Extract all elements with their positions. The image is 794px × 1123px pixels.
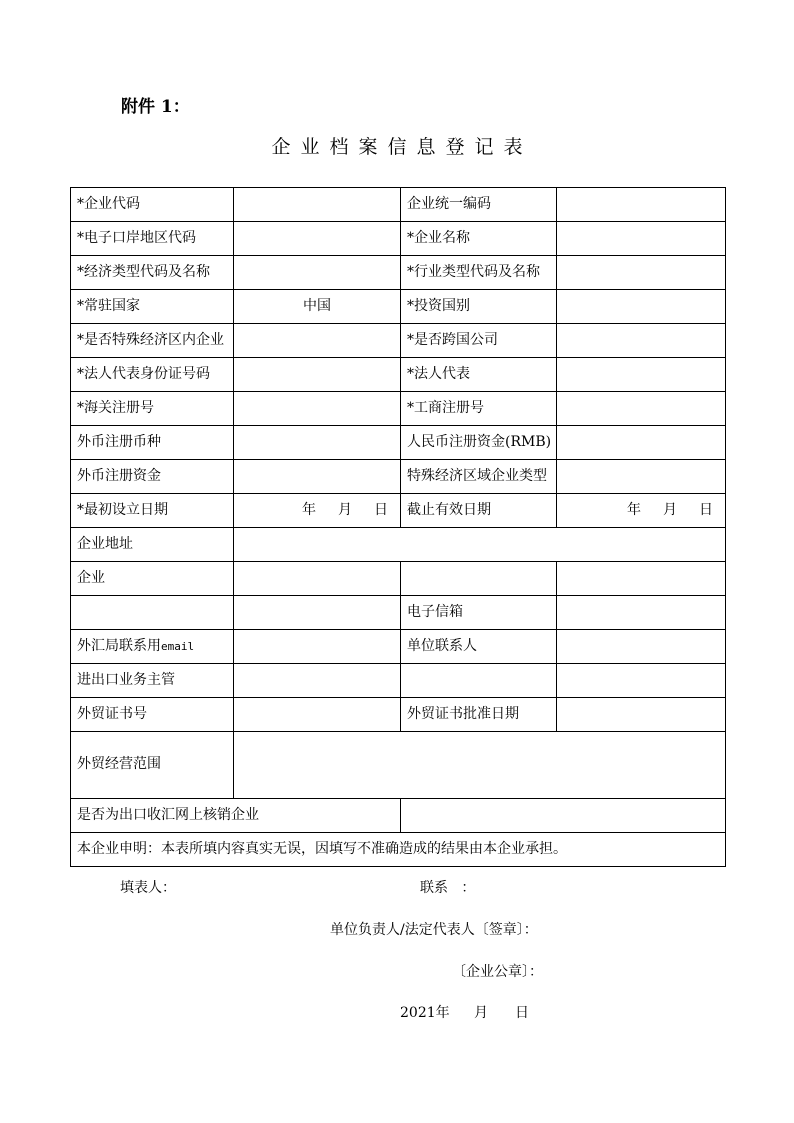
signer-label: 单位负责人/法定代表人〔签章〕： bbox=[330, 922, 538, 938]
label-safe-contact-text: 外汇局联系用 bbox=[77, 637, 161, 654]
input-investment-country[interactable] bbox=[557, 290, 726, 324]
input-enterprise-b[interactable] bbox=[401, 562, 557, 596]
table-row bbox=[71, 596, 726, 630]
input-customs-reg-no[interactable] bbox=[234, 392, 401, 426]
attachment-label: 附件 1： bbox=[121, 97, 190, 117]
input-enterprise-unified-code[interactable] bbox=[557, 188, 726, 222]
sign-year: 2021年 bbox=[400, 1005, 450, 1021]
input-enterprise-code[interactable] bbox=[234, 188, 401, 222]
label-enterprise-name: *企业名称 bbox=[401, 222, 557, 256]
label-port-region-code: *电子口岸地区代码 bbox=[71, 222, 234, 256]
input-establish-date[interactable] bbox=[234, 494, 401, 528]
blank-cell[interactable] bbox=[71, 596, 234, 630]
label-email: 电子信箱 bbox=[401, 596, 557, 630]
input-special-zone[interactable] bbox=[234, 324, 401, 358]
registration-form-table bbox=[70, 187, 726, 867]
seal-label: 〔企业公章〕： bbox=[452, 964, 543, 980]
label-enterprise-code: *企业代码 bbox=[71, 188, 234, 222]
label-multinational: *是否跨国公司 bbox=[401, 324, 557, 358]
input-enterprise-c[interactable] bbox=[557, 562, 726, 596]
input-enterprise-address[interactable] bbox=[234, 528, 726, 562]
input-business-reg-no[interactable] bbox=[557, 392, 726, 426]
label-foreign-capital: 外币注册资金 bbox=[71, 460, 234, 494]
table-row bbox=[71, 833, 726, 867]
label-rmb-capital: 人民币注册资金(RMB) bbox=[401, 426, 557, 460]
input-trade-scope[interactable] bbox=[234, 732, 726, 799]
input-trade-cert-no[interactable] bbox=[234, 698, 401, 732]
blank-cell[interactable] bbox=[234, 596, 401, 630]
label-trade-scope: 外贸经营范围 bbox=[71, 732, 234, 799]
table-row bbox=[71, 460, 726, 494]
year-label: 年 bbox=[627, 501, 641, 518]
label-online-verification: 是否为出口收汇网上核销企业 bbox=[71, 799, 401, 833]
day-label: 日 bbox=[699, 501, 713, 518]
table-row bbox=[71, 222, 726, 256]
label-enterprise: 企业 bbox=[71, 562, 234, 596]
table-row bbox=[71, 426, 726, 460]
input-enterprise-name[interactable] bbox=[557, 222, 726, 256]
input-industry-type[interactable] bbox=[557, 256, 726, 290]
label-customs-reg-no: *海关注册号 bbox=[71, 392, 234, 426]
label-unit-contact: 单位联系人 bbox=[401, 630, 557, 664]
input-resident-country[interactable]: 中国 bbox=[234, 290, 401, 324]
table-row bbox=[71, 664, 726, 698]
table-row bbox=[71, 392, 726, 426]
input-safe-contact-email[interactable] bbox=[234, 630, 401, 664]
day-label: 日 bbox=[374, 501, 388, 518]
blank-cell[interactable] bbox=[401, 664, 557, 698]
input-economic-type[interactable] bbox=[234, 256, 401, 290]
label-legal-rep-id: *法人代表身份证号码 bbox=[71, 358, 234, 392]
input-foreign-currency[interactable] bbox=[234, 426, 401, 460]
table-row bbox=[71, 256, 726, 290]
input-multinational[interactable] bbox=[557, 324, 726, 358]
label-enterprise-address: 企业地址 bbox=[71, 528, 234, 562]
input-legal-rep-id[interactable] bbox=[234, 358, 401, 392]
table-row bbox=[71, 698, 726, 732]
input-expiry-date[interactable] bbox=[557, 494, 726, 528]
label-legal-rep: *法人代表 bbox=[401, 358, 557, 392]
label-trade-manager: 进出口业务主管 bbox=[71, 664, 234, 698]
label-trade-cert-no: 外贸证书号 bbox=[71, 698, 234, 732]
contact-label: 联系 ： bbox=[420, 880, 476, 896]
form-title: 企业档案信息登记表 bbox=[271, 136, 533, 158]
label-email-mono: email bbox=[161, 639, 195, 653]
input-port-region-code[interactable] bbox=[234, 222, 401, 256]
table-row bbox=[71, 188, 726, 222]
input-email[interactable] bbox=[557, 596, 726, 630]
filler-label: 填表人： bbox=[120, 880, 176, 896]
table-row bbox=[71, 799, 726, 833]
label-economic-type: *经济类型代码及名称 bbox=[71, 256, 234, 290]
input-trade-manager[interactable] bbox=[234, 664, 401, 698]
table-row bbox=[71, 358, 726, 392]
table-row bbox=[71, 630, 726, 664]
year-label: 年 bbox=[302, 501, 316, 518]
label-business-reg-no: *工商注册号 bbox=[401, 392, 557, 426]
month-label: 月 bbox=[663, 501, 677, 518]
label-enterprise-unified-code: 企业统一编码 bbox=[401, 188, 557, 222]
label-resident-country: *常驻国家 bbox=[71, 290, 234, 324]
sign-day: 日 bbox=[515, 1005, 529, 1021]
label-safe-contact-email bbox=[71, 630, 234, 664]
label-special-zone: *是否特殊经济区内企业 bbox=[71, 324, 234, 358]
table-row bbox=[71, 562, 726, 596]
label-investment-country: *投资国别 bbox=[401, 290, 557, 324]
table-row bbox=[71, 732, 726, 799]
input-foreign-capital[interactable] bbox=[234, 460, 401, 494]
declaration-statement: 本企业申明：本表所填内容真实无误，因填写不准确造成的结果由本企业承担。 bbox=[71, 833, 726, 867]
blank-cell[interactable] bbox=[557, 664, 726, 698]
input-enterprise-a[interactable] bbox=[234, 562, 401, 596]
label-trade-cert-date: 外贸证书批准日期 bbox=[401, 698, 557, 732]
input-unit-contact[interactable] bbox=[557, 630, 726, 664]
label-special-zone-type: 特殊经济区域企业类型 bbox=[401, 460, 557, 494]
label-foreign-currency: 外币注册币种 bbox=[71, 426, 234, 460]
label-establish-date: *最初设立日期 bbox=[71, 494, 234, 528]
table-row bbox=[71, 324, 726, 358]
table-row bbox=[71, 494, 726, 528]
table-row bbox=[71, 290, 726, 324]
sign-month: 月 bbox=[474, 1005, 488, 1021]
input-trade-cert-date[interactable] bbox=[557, 698, 726, 732]
label-expiry-date: 截止有效日期 bbox=[401, 494, 557, 528]
input-special-zone-type[interactable] bbox=[557, 460, 726, 494]
input-legal-rep[interactable] bbox=[557, 358, 726, 392]
table-row bbox=[71, 528, 726, 562]
input-online-verification[interactable] bbox=[401, 799, 726, 833]
label-industry-type: *行业类型代码及名称 bbox=[401, 256, 557, 290]
input-rmb-capital[interactable] bbox=[557, 426, 726, 460]
month-label: 月 bbox=[338, 501, 352, 518]
